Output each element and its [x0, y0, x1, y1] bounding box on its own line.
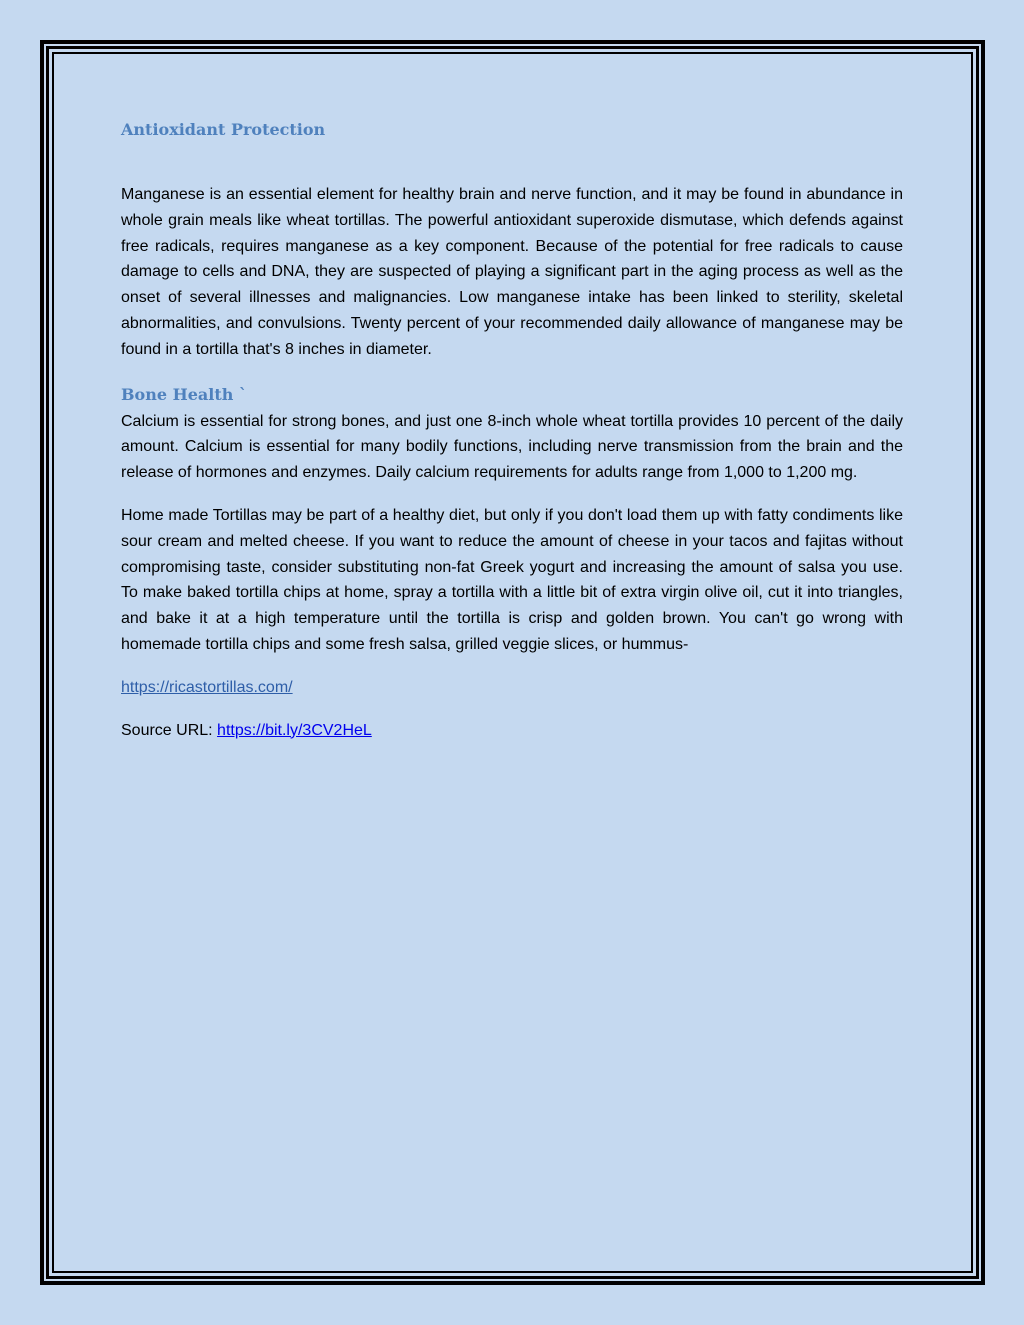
source-url-line: [121, 718, 903, 744]
heading-bone-health: Bone Health `: [121, 384, 247, 404]
document-content: [121, 116, 903, 760]
site-link[interactable]: https://ricastortillas.com/: [121, 678, 293, 696]
site-link-line: [121, 675, 903, 701]
source-url-link[interactable]: https://bit.ly/3CV2HeL: [217, 721, 372, 739]
heading-antioxidant-protection: Antioxidant Protection: [121, 120, 326, 139]
source-url-label: Source URL:: [121, 721, 218, 739]
paragraph-homemade-tortillas: Home made Tortillas may be part of a healthy diet, but only if you don't load them up with fatty condiments like sour cream and melted cheese. If you want to reduce the amount of cheese in your tacos and fajitas without compromising taste, consider substituting non-fat Greek yogurt and increasing the amount of salsa you use. To make baked tortilla chips at home, spray a tortilla with a little bit of extra virgin olive oil, cut it into triangles, and bake it at a high temperature until the tortilla is crisp and golden brown. You can't go wrong with homemade tortilla chips and some fresh salsa, grilled veggie slices, or hummus-: [121, 506, 903, 653]
paragraph-bone-health: Calcium is essential for strong bones, and just one 8-inch whole wheat tortilla provides 10 percent of the daily amount. Calcium is essential for many bodily functions, including nerve transmission from the brain and the release of hormones and enzymes. Daily calcium requirements for adults range from 1,000 to 1,200 mg.: [121, 412, 903, 482]
paragraph-antioxidant: Manganese is an essential element for healthy brain and nerve function, and it may be found in abundance in whole grain meals like wheat tortillas. The powerful antioxidant superoxide dismutase, which defends against free radicals, requires manganese as a key component. Because of the potential for free radicals to cause damage to cells and DNA, they are suspected of playing a significant part in the aging process as well as the onset of several illnesses and malignancies. Low manganese intake has been linked to sterility, skeletal abnormalities, and convulsions. Twenty percent of your recommended daily allowance of manganese may be found in a tortilla that's 8 inches in diameter.: [121, 186, 903, 358]
